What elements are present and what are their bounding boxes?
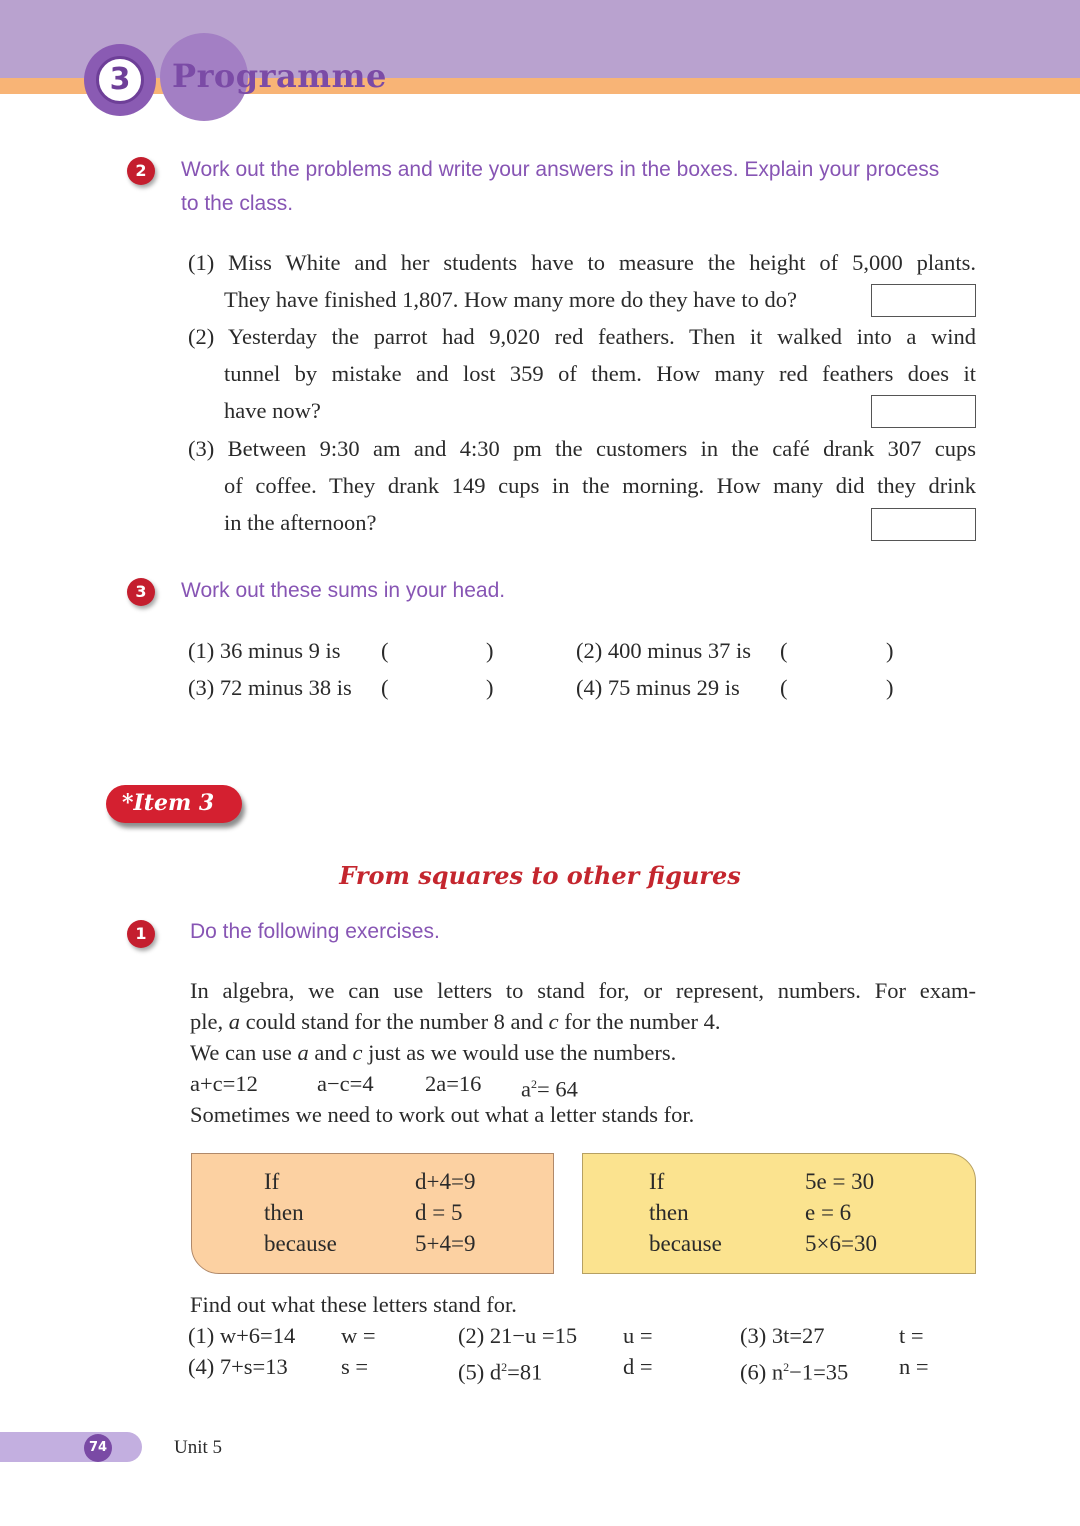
sum-2-open: ( [780, 638, 788, 663]
text: and [308, 1040, 353, 1065]
page-title: Programme [172, 57, 387, 95]
problem-2-line2: tunnel by mistake and lost 359 of them. How many red feathers does it [224, 361, 976, 386]
find-answer-6[interactable]: n = [899, 1354, 929, 1379]
eq: (5) d [458, 1359, 502, 1385]
text: ple, [190, 1009, 229, 1034]
var-a: a [297, 1040, 309, 1065]
find-problem-1: (1) w+6=14 [188, 1323, 296, 1348]
answer-box-1[interactable] [871, 284, 976, 317]
box-left-value-3: 5+4=9 [415, 1231, 476, 1256]
exponent: 2 [531, 1077, 537, 1091]
var: a [521, 1076, 531, 1102]
find-problem-5 [458, 1349, 542, 1391]
exponent: 2 [783, 1360, 790, 1374]
sum-1-answer[interactable] [396, 636, 482, 666]
unit-number: 3 [96, 56, 144, 104]
problem-3-line1: (3) Between 9:30 am and 4:30 pm the customers in the café drank 307 cups [188, 436, 976, 461]
sum-3-open: ( [381, 675, 389, 700]
sum-4-label: (4) 75 minus 29 is [576, 675, 740, 700]
box-right-label-because: because [649, 1231, 722, 1256]
text: for the number 4. [558, 1009, 721, 1034]
problem-2-line3: have now? [224, 398, 321, 423]
var-c: c [352, 1040, 363, 1065]
sum-4-open: ( [780, 675, 788, 700]
var-c: c [548, 1009, 559, 1034]
answer-box-3[interactable] [871, 508, 976, 541]
find-problem-2: (2) 21−u =15 [458, 1323, 578, 1348]
sum-3-close: ) [486, 675, 494, 700]
find-answer-1[interactable]: w = [341, 1323, 376, 1348]
example-box-left [191, 1153, 554, 1274]
exponent: 2 [501, 1360, 508, 1374]
sum-1-close: ) [486, 638, 494, 663]
find-answer-5[interactable]: d = [623, 1354, 653, 1379]
eq: −1=35 [789, 1359, 849, 1385]
var-a: a [228, 1009, 240, 1034]
sum-1-open: ( [381, 638, 389, 663]
box-left-label-if: If [264, 1169, 280, 1194]
text: just as we would use the numbers. [362, 1040, 677, 1065]
task-badge-3: 3 [127, 578, 155, 606]
sum-4-close: ) [886, 675, 894, 700]
sum-2-close: ) [886, 638, 894, 663]
find-problem-4: (4) 7+s=13 [188, 1354, 288, 1379]
box-left-label-because: because [264, 1231, 337, 1256]
find-answer-2[interactable]: u = [623, 1323, 653, 1348]
box-right-label-then: then [649, 1200, 689, 1225]
task3-instruction: Work out these sums in your head. [181, 579, 506, 602]
box-right-label-if: If [649, 1169, 665, 1194]
text: could stand for the number 8 and [240, 1009, 549, 1034]
example-box-right [582, 1153, 976, 1274]
box-right-value-1: 5e = 30 [805, 1169, 875, 1194]
footer-unit: Unit 5 [174, 1437, 223, 1458]
box-left-value-2: d = 5 [415, 1200, 463, 1225]
exercise1-instruction: Do the following exercises. [190, 920, 440, 943]
equation-3: 2a=16 [425, 1071, 482, 1096]
find-problem-3: (3) 3t=27 [740, 1323, 825, 1348]
task2-instruction-line1: Work out the problems and write your answers in the boxes. Explain your process [181, 158, 940, 181]
footer-bar [0, 1432, 142, 1462]
item-tag: *Item 3 [106, 785, 242, 823]
algebra-para-line4: Sometimes we need to work out what a letter stands for. [190, 1102, 695, 1127]
problem-1-line2: They have finished 1,807. How many more do they have to do? [224, 287, 797, 312]
box-right-value-2: e = 6 [805, 1200, 852, 1225]
find-instruction: Find out what these letters stand for. [190, 1292, 517, 1317]
answer-box-2[interactable] [871, 395, 976, 428]
text: We can use [190, 1040, 298, 1065]
section-title: From squares to other figures [339, 861, 741, 890]
equation-1: a+c=12 [190, 1071, 258, 1096]
sum-2-answer[interactable] [795, 636, 881, 666]
sum-4-answer[interactable] [795, 673, 881, 703]
algebra-para-line1: In algebra, we can use letters to stand for, or represent, numbers. For exam- [190, 978, 976, 1003]
box-right-value-3: 5×6=30 [805, 1231, 877, 1256]
find-answer-3[interactable]: t = [899, 1323, 924, 1348]
box-left-label-then: then [264, 1200, 304, 1225]
page-number: 74 [84, 1434, 112, 1462]
box-left-value-1: d+4=9 [415, 1169, 476, 1194]
equation-2: a−c=4 [317, 1071, 374, 1096]
problem-3-line2: of coffee. They drank 149 cups in the morning. How many did they drink [224, 473, 976, 498]
problem-1-line1: (1) Miss White and her students have to measure the height of 5,000 plants. [188, 250, 976, 275]
exercise-badge-1: 1 [127, 920, 155, 948]
rhs: = 64 [537, 1076, 578, 1102]
sum-3-answer[interactable] [396, 673, 482, 703]
find-problem-6 [740, 1349, 848, 1391]
problem-3-line3: in the afternoon? [224, 510, 377, 535]
find-answer-4[interactable]: s = [341, 1354, 369, 1379]
task2-instruction-line2: to the class. [181, 192, 294, 215]
problem-2-line1: (2) Yesterday the parrot had 9,020 red feathers. Then it walked into a wind [188, 324, 976, 349]
sum-3-label: (3) 72 minus 38 is [188, 675, 352, 700]
sum-2-label: (2) 400 minus 37 is [576, 638, 752, 663]
sum-1-label: (1) 36 minus 9 is [188, 638, 341, 663]
task-badge-2: 2 [127, 157, 155, 185]
eq: (6) n [740, 1359, 784, 1385]
eq: =81 [507, 1359, 543, 1385]
